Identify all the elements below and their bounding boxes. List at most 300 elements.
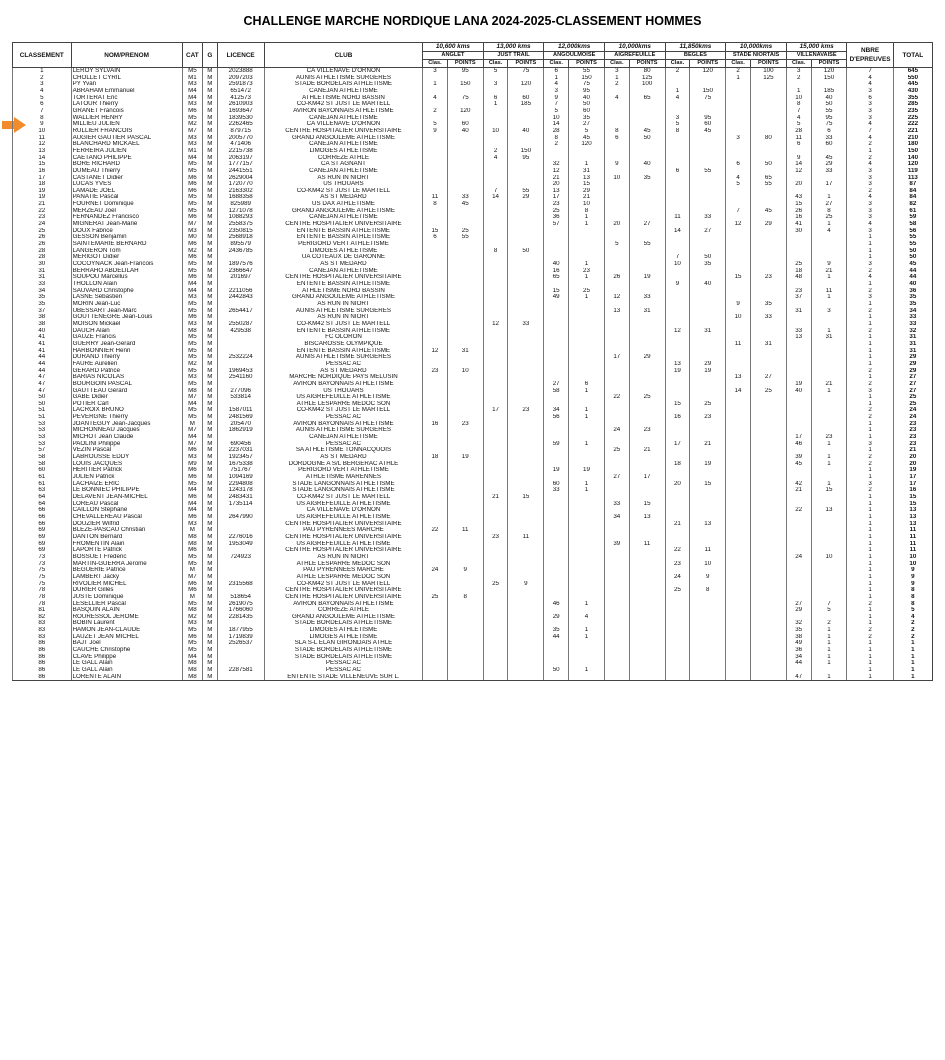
event-clas-cell [786, 501, 811, 508]
cat-cell: M6 [182, 274, 203, 281]
event-clas-cell [665, 447, 690, 454]
table-row[interactable] [13, 487, 933, 494]
cat-cell: M5 [182, 308, 203, 315]
table-row[interactable] [13, 667, 933, 674]
event-clas-cell: 30 [786, 228, 811, 235]
table-row[interactable] [13, 115, 933, 122]
event-clas-cell [483, 328, 508, 335]
table-row[interactable] [13, 521, 933, 528]
table-row[interactable] [13, 194, 933, 201]
event-clas-cell [604, 234, 629, 241]
event-clas-cell: 40 [786, 388, 811, 395]
table-row[interactable] [13, 514, 933, 521]
event-points-cell [690, 148, 726, 155]
event-clas-cell [726, 487, 751, 494]
event-clas-cell: 65 [544, 274, 569, 281]
licence-cell [217, 348, 264, 355]
table-row[interactable] [13, 254, 933, 261]
event-clas-cell: 29 [786, 607, 811, 614]
table-row[interactable] [13, 214, 933, 221]
licence-cell [217, 547, 264, 554]
name-cell: LANGERON Tom [71, 248, 182, 255]
event-points-cell [811, 541, 847, 548]
event-clas-cell [544, 394, 569, 401]
table-row[interactable] [13, 301, 933, 308]
licence-cell: 2287581 [217, 667, 264, 674]
event-points-cell: 1 [811, 654, 847, 661]
total-cell: 40 [893, 281, 932, 288]
event-clas-cell: 16 [544, 268, 569, 275]
name-cell: DURAND Thierry [71, 354, 182, 361]
table-row[interactable] [13, 328, 933, 335]
event-clas-cell: 32 [786, 620, 811, 627]
table-row[interactable] [13, 361, 933, 368]
event-clas-cell [604, 88, 629, 95]
table-row[interactable] [13, 527, 933, 534]
club-cell: CENTRE HOSPITALIER UNIVERSITAIRE [264, 274, 422, 281]
table-row[interactable] [13, 281, 933, 288]
table-row[interactable] [13, 594, 933, 601]
event-clas-cell [544, 301, 569, 308]
club-cell: SLA S-L ELAN GIRONDAIS ATHLE [264, 640, 422, 647]
rank-cell: 75 [13, 567, 72, 574]
event-clas-cell [726, 627, 751, 634]
event-points-cell: 13 [629, 514, 665, 521]
event-points-cell [690, 221, 726, 228]
table-row[interactable] [13, 454, 933, 461]
table-row[interactable] [13, 467, 933, 474]
table-row[interactable] [13, 427, 933, 434]
header-nom[interactable]: NOM/PRENOM [71, 43, 182, 68]
table-row[interactable] [13, 314, 933, 321]
event-points-cell: 50 [811, 101, 847, 108]
event-name[interactable]: ANGOULMOISE [544, 52, 605, 60]
event-clas-cell: 6 [423, 234, 448, 241]
table-row[interactable] [13, 75, 933, 82]
licence-cell [217, 507, 264, 514]
table-row[interactable] [13, 574, 933, 581]
table-row[interactable] [13, 607, 933, 614]
event-points-cell: 23 [750, 274, 786, 281]
table-row[interactable] [13, 168, 933, 175]
table-row[interactable] [13, 261, 933, 268]
header-g[interactable]: G [203, 43, 217, 68]
event-name[interactable]: STADE NIORTAIS [726, 52, 787, 60]
header-nbre-epreuves[interactable]: NBRE D'EPREUVES [847, 43, 893, 68]
event-clas-cell [544, 660, 569, 667]
event-clas-cell [483, 574, 508, 581]
rank-cell: 69 [13, 527, 72, 534]
name-cell: GERARD Patrice [71, 368, 182, 375]
cat-cell: M7 [182, 574, 203, 581]
header-classement[interactable]: CLASSEMENT [13, 43, 72, 68]
gender-cell: M [203, 581, 217, 588]
event-clas-cell [604, 414, 629, 421]
licence-cell [217, 660, 264, 667]
event-clas-cell: 45 [786, 461, 811, 468]
nbre-epreuves-cell: 4 [847, 121, 893, 128]
table-row[interactable] [13, 394, 933, 401]
table-row[interactable] [13, 148, 933, 155]
table-row[interactable] [13, 647, 933, 654]
name-cell: BARIAS NICOLAS [71, 374, 182, 381]
gender-cell: M [203, 268, 217, 275]
event-points-cell [508, 567, 544, 574]
cat-cell: M5 [182, 561, 203, 568]
event-points-cell [629, 614, 665, 621]
event-points-cell [629, 368, 665, 375]
event-clas-cell [544, 620, 569, 627]
header-total[interactable]: TOTAL [893, 43, 932, 68]
table-row[interactable] [13, 567, 933, 574]
event-clas-cell [544, 581, 569, 588]
total-cell: 2 [893, 627, 932, 634]
event-clas-cell [604, 620, 629, 627]
event-points-cell [447, 388, 483, 395]
event-points-cell: 9 [508, 581, 544, 588]
table-row[interactable] [13, 401, 933, 408]
event-points-cell: 19 [690, 368, 726, 375]
event-name[interactable]: JUST TRAIL [483, 52, 544, 60]
rank-cell: 86 [13, 667, 72, 674]
table-row[interactable] [13, 587, 933, 594]
event-points-cell: 21 [811, 268, 847, 275]
table-row[interactable] [13, 501, 933, 508]
table-row[interactable] [13, 241, 933, 248]
event-clas-header: Clas. [786, 60, 811, 68]
event-points-cell: 1 [569, 274, 605, 281]
table-row[interactable] [13, 481, 933, 488]
event-clas-cell [544, 155, 569, 162]
club-cell: ENTENTE STADE VILLENEUVE SUR L. [264, 674, 422, 681]
table-row[interactable] [13, 348, 933, 355]
event-points-cell [569, 374, 605, 381]
table-row[interactable] [13, 334, 933, 341]
event-points-cell [811, 474, 847, 481]
event-points-cell [508, 228, 544, 235]
table-row[interactable] [13, 614, 933, 621]
gender-cell: M [203, 614, 217, 621]
event-clas-cell: 40 [544, 261, 569, 268]
event-points-cell [811, 614, 847, 621]
licence-cell [217, 567, 264, 574]
table-row[interactable] [13, 88, 933, 95]
event-clas-cell: 23 [665, 561, 690, 568]
event-name[interactable]: VILLENAVAISE [786, 52, 847, 60]
table-row[interactable] [13, 288, 933, 295]
name-cell: HARBONNIER Henri [71, 348, 182, 355]
table-row[interactable] [13, 388, 933, 395]
event-clas-cell: 22 [786, 507, 811, 514]
total-cell: 550 [893, 75, 932, 82]
event-points-cell: 60 [569, 108, 605, 115]
event-points-cell: 1 [569, 487, 605, 494]
table-row[interactable] [13, 81, 933, 88]
licence-cell: 2483431 [217, 494, 264, 501]
event-clas-cell [483, 634, 508, 641]
event-points-cell [629, 441, 665, 448]
table-row[interactable] [13, 414, 933, 421]
rank-cell: 41 [13, 334, 72, 341]
gender-cell: M [203, 88, 217, 95]
event-points-cell: 29 [750, 221, 786, 228]
rank-cell: 73 [13, 554, 72, 561]
event-clas-cell [726, 228, 751, 235]
table-row[interactable] [13, 634, 933, 641]
header-licence[interactable]: LICENCE [217, 43, 264, 68]
table-row[interactable] [13, 474, 933, 481]
nbre-epreuves-cell: 4 [847, 221, 893, 228]
event-clas-cell [483, 141, 508, 148]
nbre-epreuves-cell: 1 [847, 361, 893, 368]
total-cell: 9 [893, 581, 932, 588]
event-clas-cell [423, 554, 448, 561]
event-clas-cell: 21 [665, 521, 690, 528]
event-points-cell: 150 [447, 81, 483, 88]
table-row[interactable] [13, 434, 933, 441]
event-points-cell [569, 234, 605, 241]
table-row[interactable] [13, 321, 933, 328]
event-distance: 10,000kms [604, 43, 665, 52]
event-points-cell: 23 [629, 427, 665, 434]
event-points-cell [569, 574, 605, 581]
event-clas-cell [726, 101, 751, 108]
event-points-cell [690, 181, 726, 188]
table-row[interactable] [13, 208, 933, 215]
event-points-cell [508, 294, 544, 301]
event-points-cell [508, 141, 544, 148]
total-cell: 82 [893, 201, 932, 208]
event-points-cell [690, 248, 726, 255]
table-row[interactable] [13, 95, 933, 102]
table-row[interactable] [13, 341, 933, 348]
event-clas-cell: 39 [604, 541, 629, 548]
nbre-epreuves-cell: 4 [847, 274, 893, 281]
event-points-cell [690, 374, 726, 381]
event-points-cell [750, 401, 786, 408]
table-row[interactable] [13, 581, 933, 588]
event-points-cell [447, 521, 483, 528]
event-points-cell [750, 620, 786, 627]
event-clas-cell [483, 567, 508, 574]
event-points-cell [629, 581, 665, 588]
event-clas-cell: 28 [786, 128, 811, 135]
table-row[interactable] [13, 554, 933, 561]
event-clas-cell [726, 654, 751, 661]
gender-cell: M [203, 175, 217, 182]
event-clas-cell: 35 [544, 627, 569, 634]
event-points-cell [629, 121, 665, 128]
table-row[interactable] [13, 374, 933, 381]
event-points-cell [629, 148, 665, 155]
table-row[interactable] [13, 188, 933, 195]
event-clas-cell [423, 354, 448, 361]
event-clas-cell [786, 374, 811, 381]
event-clas-cell [423, 208, 448, 215]
table-row[interactable] [13, 308, 933, 315]
event-clas-cell [544, 607, 569, 614]
table-row[interactable] [13, 248, 933, 255]
total-cell: 8 [893, 601, 932, 608]
event-clas-cell [604, 561, 629, 568]
table-row[interactable] [13, 181, 933, 188]
table-row[interactable] [13, 135, 933, 142]
table-row[interactable] [13, 494, 933, 501]
table-row[interactable] [13, 141, 933, 148]
cat-cell: M4 [182, 501, 203, 508]
table-row[interactable] [13, 268, 933, 275]
nbre-epreuves-cell: 1 [847, 534, 893, 541]
name-cell: CAUCHE Christophe [71, 647, 182, 654]
name-cell: LEROY SYLVAIN [71, 68, 182, 75]
event-clas-cell [665, 381, 690, 388]
event-clas-cell: 46 [544, 601, 569, 608]
event-points-cell: 125 [629, 75, 665, 82]
table-row[interactable] [13, 674, 933, 681]
event-name[interactable]: BEGLES [665, 52, 726, 60]
event-points-cell [569, 308, 605, 315]
event-clas-cell [786, 348, 811, 355]
event-points-cell [447, 281, 483, 288]
event-points-cell [508, 234, 544, 241]
event-clas-cell: 3 [423, 68, 448, 75]
event-clas-cell [423, 274, 448, 281]
table-row[interactable] [13, 294, 933, 301]
rank-cell: 2 [13, 75, 72, 82]
event-points-cell [811, 547, 847, 554]
event-points-cell: 23 [447, 421, 483, 428]
event-points-cell: 125 [750, 75, 786, 82]
name-cell: FERREIRA JULIEN [71, 148, 182, 155]
table-row[interactable] [13, 108, 933, 115]
table-row[interactable] [13, 547, 933, 554]
event-points-cell [750, 660, 786, 667]
table-row[interactable] [13, 421, 933, 428]
table-row[interactable] [13, 507, 933, 514]
table-row[interactable] [13, 541, 933, 548]
event-clas-cell [726, 647, 751, 654]
event-points-cell [447, 301, 483, 308]
name-cell: VEZIN Pascal [71, 447, 182, 454]
event-points-cell [750, 581, 786, 588]
event-points-cell [569, 660, 605, 667]
table-row[interactable] [13, 121, 933, 128]
gender-cell: M [203, 261, 217, 268]
table-row[interactable] [13, 441, 933, 448]
event-points-cell [811, 407, 847, 414]
event-name[interactable]: ANGLET [423, 52, 484, 60]
header-cat[interactable]: CAT [182, 43, 203, 68]
table-row[interactable] [13, 101, 933, 108]
event-points-cell [629, 667, 665, 674]
rank-cell: 3 [13, 81, 72, 88]
event-name[interactable]: AIGREFEUILLE [604, 52, 665, 60]
table-row[interactable] [13, 447, 933, 454]
event-clas-cell: 8 [786, 101, 811, 108]
table-row[interactable] [13, 627, 933, 634]
table-row[interactable] [13, 354, 933, 361]
event-clas-cell [423, 501, 448, 508]
name-cell: DUMEAU Thierry [71, 168, 182, 175]
rank-cell: 83 [13, 627, 72, 634]
table-row[interactable] [13, 161, 933, 168]
table-row[interactable] [13, 620, 933, 627]
table-row[interactable] [13, 561, 933, 568]
event-clas-cell: 17 [786, 434, 811, 441]
event-points-cell [750, 214, 786, 221]
event-points-cell: 1 [811, 660, 847, 667]
table-row[interactable] [13, 68, 933, 75]
table-row[interactable] [13, 228, 933, 235]
event-clas-cell [483, 381, 508, 388]
table-row[interactable] [13, 654, 933, 661]
club-cell: MARCHE NORDIQUE PAYS MELUSIN [264, 374, 422, 381]
event-clas-cell [665, 321, 690, 328]
table-row[interactable] [13, 221, 933, 228]
event-points-cell: 6 [811, 128, 847, 135]
event-points-cell [508, 607, 544, 614]
event-clas-cell: 6 [544, 68, 569, 75]
event-points-cell: 25 [569, 288, 605, 295]
table-row[interactable] [13, 155, 933, 162]
table-row[interactable] [13, 201, 933, 208]
table-row[interactable] [13, 128, 933, 135]
table-row[interactable] [13, 234, 933, 241]
table-row[interactable] [13, 660, 933, 667]
event-points-cell [629, 534, 665, 541]
total-cell: 23 [893, 427, 932, 434]
licence-cell: 1720770 [217, 181, 264, 188]
nbre-epreuves-cell: 1 [847, 660, 893, 667]
event-clas-cell [604, 454, 629, 461]
header-club[interactable]: CLUB [264, 43, 422, 68]
name-cell: LOUIS JACQUES [71, 461, 182, 468]
table-row[interactable] [13, 407, 933, 414]
event-clas-cell [423, 115, 448, 122]
table-row[interactable] [13, 534, 933, 541]
gender-cell: M [203, 328, 217, 335]
event-points-cell [750, 507, 786, 514]
event-points-cell [750, 254, 786, 261]
event-points-cell: 1 [569, 601, 605, 608]
event-points-cell [690, 334, 726, 341]
event-clas-cell [726, 81, 751, 88]
table-row[interactable] [13, 274, 933, 281]
total-cell: 15 [893, 501, 932, 508]
total-cell: 24 [893, 414, 932, 421]
table-row[interactable] [13, 368, 933, 375]
name-cell: SAUVARD Christophe [71, 288, 182, 295]
event-clas-cell [786, 561, 811, 568]
table-row[interactable] [13, 175, 933, 182]
event-points-cell [447, 308, 483, 315]
table-row[interactable] [13, 461, 933, 468]
event-points-cell [447, 660, 483, 667]
event-clas-cell [786, 234, 811, 241]
event-points-cell [690, 620, 726, 627]
event-points-cell: 4 [569, 614, 605, 621]
name-cell: LOREAU Pascal [71, 501, 182, 508]
total-cell: 55 [893, 234, 932, 241]
event-points-cell [811, 394, 847, 401]
table-row[interactable] [13, 381, 933, 388]
table-row[interactable] [13, 601, 933, 608]
event-points-cell: 45 [629, 128, 665, 135]
cat-cell: M6 [182, 254, 203, 261]
event-points-cell [750, 607, 786, 614]
table-row[interactable] [13, 640, 933, 647]
name-cell: CHOLLET CYRIL [71, 75, 182, 82]
